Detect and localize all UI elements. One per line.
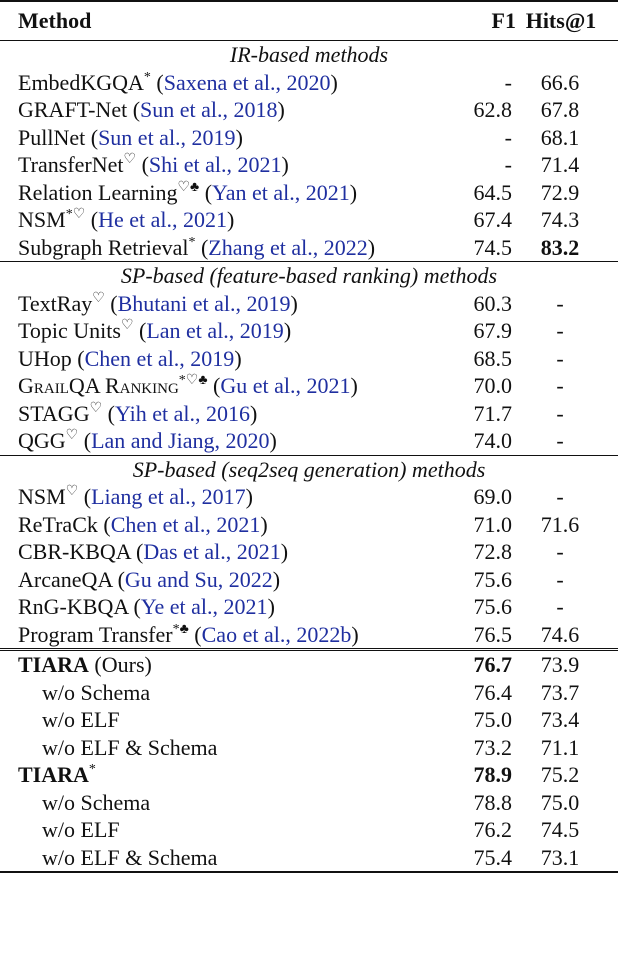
table-row: TextRay♡ (Bhutani et al., 2019) 60.3 - [0,290,618,318]
f1-value: 72.8 [473,539,512,564]
citation-link[interactable]: Ye et al., 2021 [140,594,268,619]
hits-value: - [556,318,564,343]
table-row: Topic Units♡ (Lan et al., 2019) 67.9 - [0,317,618,345]
table-row: STAGG♡ (Yih et al., 2016) 71.7 - [0,400,618,428]
header-row [0,1,618,41]
method-name: NSM [18,207,66,232]
hits-value: - [556,594,564,619]
hits-value: 75.2 [540,762,580,787]
section-title-row [0,455,618,483]
table-row: Relation Learning♡♣ (Yan et al., 2021) 64.5 72.9 [0,179,618,207]
hits-value: 68.1 [540,124,580,150]
f1-value: 78.8 [473,789,512,815]
hits-value: 73.4 [540,707,580,732]
ablation-name: w/o ELF [42,707,120,732]
section-title: SP-based (feature-based ranking) methods [0,262,618,290]
hits-value-best: 83.2 [540,234,580,260]
method-marker: *♡♣ [178,373,208,388]
table-row: GrailQA Ranking*♡♣ (Gu et al., 2021) 70.0 - [0,372,618,400]
ablation-row [0,844,618,873]
ablation-name: w/o Schema [42,679,151,705]
hits-value: 73.7 [540,679,580,705]
hits-value: 75.0 [540,789,580,815]
citation-link[interactable]: Yih et al., 2016 [114,400,251,426]
table-row: NSM*♡ (He et al., 2021) 67.4 74.3 [0,206,618,234]
f1-value: 67.4 [473,207,512,232]
method-marker: ♡ [123,152,137,167]
citation-link[interactable]: Sun et al., 2019 [98,124,236,150]
table-row: CBR-KBQA (Das et al., 2021) 72.8 - [0,538,618,566]
f1-value: 74.0 [473,428,512,453]
table-row: Subgraph Retrieval* (Zhang et al., 2022) 74.5 83.2 [0,234,618,262]
hits-value: 74.5 [540,817,580,842]
hits-value: 74.6 [540,621,580,647]
method-name: Subgraph Retrieval [18,234,189,260]
hits-value: 73.9 [520,650,618,679]
f1-value: 75.4 [452,844,520,873]
hits-value: - [556,373,564,398]
hits-value: - [556,345,564,371]
hits-value: - [556,566,564,592]
header-f1: F1 [452,1,520,41]
header-hits: Hits@1 [520,1,618,41]
ablation-row [0,679,618,707]
hits-value: 72.9 [540,179,580,205]
hits-value: 66.6 [540,69,580,95]
table-row: PullNet (Sun et al., 2019) - 68.1 [0,124,618,152]
table-row: RnG-KBQA (Ye et al., 2021) 75.6 - [0,593,618,621]
f1-value: 75.6 [473,594,512,619]
f1-value: 75.0 [473,707,512,732]
method-marker: ♡ [120,318,134,333]
f1-value: - [504,152,512,177]
table-row: NSM♡ (Liang et al., 2017) 69.0 - [0,483,618,511]
f1-value: 76.4 [473,679,512,705]
hits-value: 71.1 [540,734,580,760]
ours-name: TIARA [18,652,89,677]
citation-link[interactable]: He et al., 2021 [98,207,227,232]
f1-value: 76.5 [473,621,512,647]
f1-value: 64.5 [473,179,512,205]
citation-link[interactable]: Cao et al., 2022b [201,621,352,647]
method-name: EmbedKGQA [18,69,144,95]
method-name: NSM [18,484,66,509]
ablation-row [0,789,618,817]
f1-value: 75.6 [473,566,512,592]
method-name: Program Transfer [18,621,173,647]
f1-value: 70.0 [473,373,512,398]
citation-link[interactable]: Das et al., 2021 [143,539,281,564]
f1-value: 74.5 [473,234,512,260]
f1-value: - [504,124,512,150]
citation-link[interactable]: Gu et al., 2021 [220,373,351,398]
ablation-row [0,734,618,762]
method-marker: ♡ [65,484,79,499]
method-name: RnG-KBQA [18,594,129,619]
table-row: GRAFT-Net (Sun et al., 2018) 62.8 67.8 [0,96,618,124]
section-title-row [0,262,618,290]
method-marker: * [88,762,96,777]
table-row: TransferNet♡ (Shi et al., 2021) - 71.4 [0,151,618,179]
citation-link[interactable]: Bhutani et al., 2019 [117,290,291,316]
f1-value: 68.5 [473,345,512,371]
citation-link[interactable]: Shi et al., 2021 [148,152,282,177]
f1-value: - [504,69,512,95]
hits-value: 67.8 [540,97,580,122]
f1-value: 71.0 [473,511,512,537]
section-title: IR-based methods [229,42,389,67]
method-name: TransferNet [18,152,124,177]
f1-value: 67.9 [473,318,512,343]
ablation-row [0,706,618,734]
hits-value: - [556,539,564,564]
f1-value: 69.0 [473,484,512,509]
method-marker: ♡ [65,428,79,443]
ours-main-row [0,650,618,679]
hits-value: 71.6 [540,511,580,537]
hits-value: 74.3 [540,207,580,232]
section-title-row [0,41,618,69]
ablation-name: w/o ELF & Schema [42,734,218,760]
ablation-name: w/o ELF [42,817,120,842]
citation-link[interactable]: Gu and Su, 2022 [124,566,273,592]
method-name: GrailQA Ranking [18,373,179,398]
ours-name: TIARA [18,762,89,787]
citation-link[interactable]: Zhang et al., 2022 [208,234,368,260]
method-name: Relation Learning [18,179,178,205]
table-row: EmbedKGQA* (Saxena et al., 2020) - 66.6 [0,69,618,97]
hits-value: 73.1 [520,844,618,873]
hits-value: - [556,290,564,316]
hits-value: - [556,484,564,509]
f1-value: 60.3 [473,290,512,316]
hits-value: - [556,400,564,426]
table-row: UHop (Chen et al., 2019) 68.5 - [0,345,618,373]
ours-main-row [0,761,618,789]
header-method: Method [0,1,452,41]
method-marker: * [143,69,151,85]
table-row: ReTraCk (Chen et al., 2021) 71.0 71.6 [0,511,618,539]
f1-value: 73.2 [473,734,512,760]
table-row: ArcaneQA (Gu and Su, 2022) 75.6 - [0,566,618,594]
method-marker: *♣ [172,621,189,637]
f1-value: 62.8 [473,97,512,122]
method-name: STAGG [18,400,90,426]
f1-value: 76.2 [473,817,512,842]
method-name: CBR-KBQA [18,539,131,564]
table-row: Program Transfer*♣ (Cao et al., 2022b) 76.5 74.6 [0,621,618,650]
method-marker: ♡♣ [177,179,200,195]
section-title: SP-based (seq2seq generation) methods [0,455,618,483]
citation-link[interactable]: Chen et al., 2021 [110,511,261,537]
method-name: Topic Units [18,318,121,343]
method-marker: ♡ [92,290,105,306]
f1-value: 71.7 [473,400,512,426]
hits-value: 71.4 [540,152,580,177]
method-marker: *♡ [65,207,86,222]
ablation-row [0,816,618,844]
hits-value: - [556,428,564,453]
method-name: ArcaneQA [18,566,113,592]
citation-link[interactable]: Saxena et al., 2020 [163,69,331,95]
method-name: ReTraCk [18,511,98,537]
citation-link[interactable]: Sun et al., 2018 [140,97,278,122]
ours-suffix: (Ours) [94,652,152,677]
method-name: TextRay [18,290,93,316]
f1-value-best: 76.7 [452,650,520,679]
method-name: GRAFT-Net [18,97,128,122]
citation-link[interactable]: Chen et al., 2019 [84,345,235,371]
method-name: UHop [18,345,72,371]
ablation-name: w/o ELF & Schema [0,844,452,873]
citation-link[interactable]: Yan et al., 2021 [212,179,350,205]
citation-link[interactable]: Liang et al., 2017 [91,484,246,509]
citation-link[interactable]: Lan et al., 2019 [146,318,284,343]
method-marker: ♡ [89,400,103,416]
ablation-name: w/o Schema [42,789,151,815]
citation-link[interactable]: Lan and Jiang, 2020 [91,428,270,453]
method-marker: * [188,234,196,250]
table-row: QGG♡ (Lan and Jiang, 2020) 74.0 - [0,427,618,455]
f1-value-best: 78.9 [473,762,512,787]
method-name: QGG [18,428,66,453]
method-name: PullNet [18,124,86,150]
